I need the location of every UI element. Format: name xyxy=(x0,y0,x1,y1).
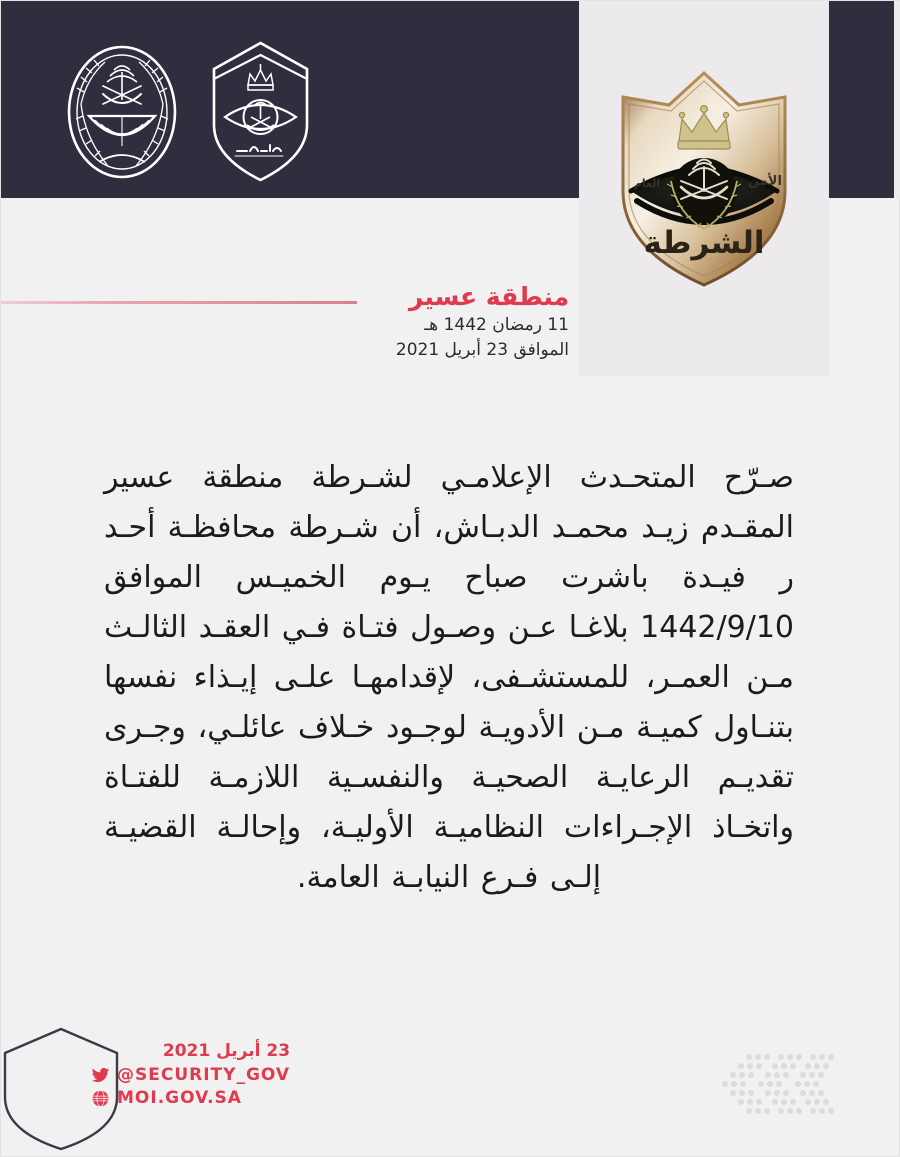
globe-icon xyxy=(91,1089,110,1108)
red-divider-rule xyxy=(1,301,357,304)
ministry-of-interior-emblem-icon xyxy=(61,42,183,182)
footer-twitter[interactable] xyxy=(91,1065,290,1085)
region-title: منطقة عسير xyxy=(408,282,569,311)
public-security-shield-icon xyxy=(203,39,318,184)
date-hijri: 11 رمضان 1442 هـ xyxy=(424,314,569,335)
badge-label-alamn: الأمن xyxy=(748,174,782,189)
title-block xyxy=(319,283,569,362)
statement-body: صـرّح المتحـدث الإعلامـي لشـرطة منطقة عسير المقـدم زيـد محمـد الدبـاش، أن شـرطة محافظـة أحـد ر فيـدة باشرت صباح يـوم الخميـس الموافق 1442/9/10 بلاغـا عـن وصـول فتـاة فـي العقـد الثالـث مـن العمـر، للمستشـفى، لإقدامهـا علـى إيـذاء نفسها بتنـاول كميـة مـن الأدويـة لوجـود خـلاف عائلـي، وجـرى تقديـم الرعايـة الصحيـة والنفسـية اللازمـة للفتـاة واتخـاذ الإجـراءات النظاميـة الأوليـة، وإحالـة القضيـة إلـى فـرع النيابـة العامة. xyxy=(104,460,794,895)
footer-info xyxy=(91,1041,290,1111)
twitter-bird-icon xyxy=(91,1066,110,1085)
date-gregorian: الموافق 23 أبريل 2021 xyxy=(395,340,569,361)
saudi-police-badge-icon xyxy=(589,63,819,293)
twitter-handle: @SECURITY_GOV xyxy=(117,1065,291,1085)
badge-label-alaam: العام xyxy=(633,177,661,190)
footer-website[interactable] xyxy=(91,1088,290,1108)
header-logo-row xyxy=(61,39,318,184)
police-emblem-panel xyxy=(579,1,829,376)
website-url: MOI.GOV.SA xyxy=(117,1088,242,1108)
badge-label-police: الشرطة xyxy=(643,225,765,261)
footer-date: 23 أبريل 2021 xyxy=(162,1041,291,1061)
header-right-edge xyxy=(894,1,900,198)
dot-chevron-pattern xyxy=(713,1049,873,1119)
